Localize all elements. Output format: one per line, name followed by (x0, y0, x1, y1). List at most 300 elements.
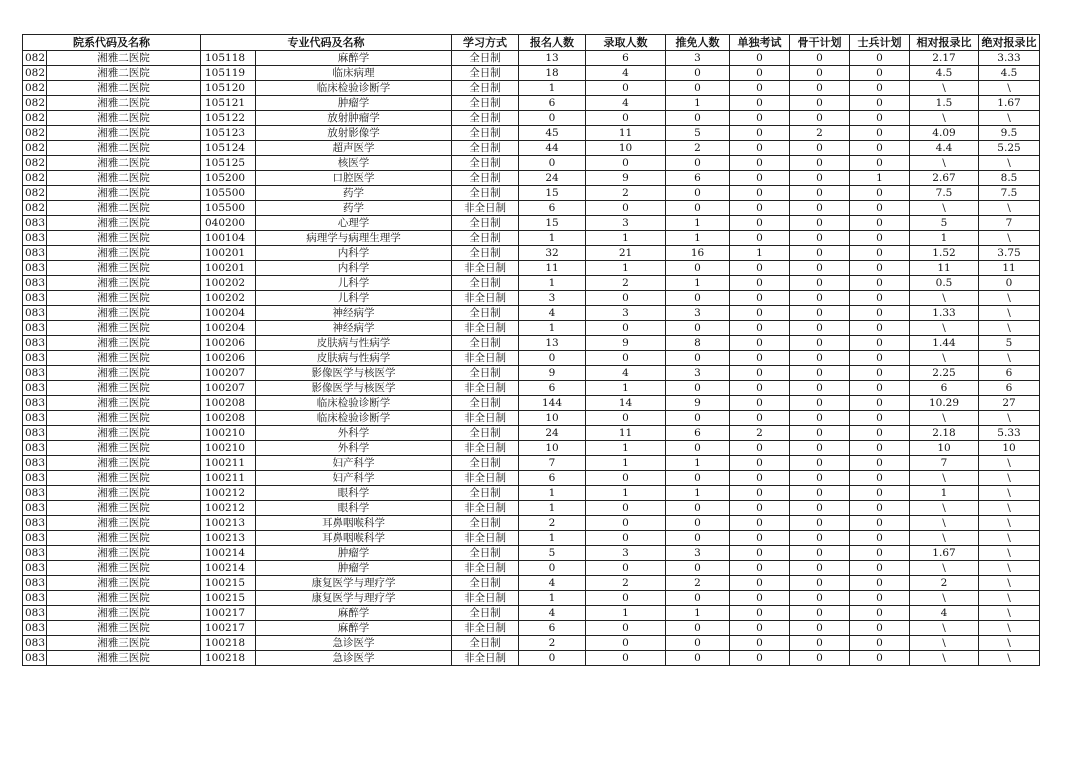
independent-exam-cell: 0 (730, 396, 790, 411)
absolute-ratio-cell: \ (979, 636, 1040, 651)
header-exempt: 推免人数 (666, 35, 730, 51)
dept-code-cell: 082 (23, 186, 47, 201)
exempt-cell: 1 (666, 276, 730, 291)
header-absolute-ratio: 绝对报录比 (979, 35, 1040, 51)
header-row (23, 35, 1040, 51)
applicants-cell: 15 (519, 216, 586, 231)
study-mode-cell: 全日制 (452, 96, 519, 111)
exempt-cell: 0 (666, 621, 730, 636)
dept-name-cell: 湘雅三医院 (47, 246, 201, 261)
major-name-cell: 临床病理 (256, 66, 452, 81)
exempt-cell: 0 (666, 321, 730, 336)
major-name-cell: 外科学 (256, 426, 452, 441)
major-code-cell: 105118 (201, 51, 256, 66)
applicants-cell: 1 (519, 501, 586, 516)
dept-code-cell: 083 (23, 261, 47, 276)
major-code-cell: 100218 (201, 636, 256, 651)
table-row (23, 426, 1040, 441)
applicants-cell: 6 (519, 621, 586, 636)
applicants-cell: 1 (519, 276, 586, 291)
relative-ratio-cell: \ (910, 516, 979, 531)
relative-ratio-cell: \ (910, 201, 979, 216)
study-mode-cell: 全日制 (452, 276, 519, 291)
relative-ratio-cell: \ (910, 501, 979, 516)
independent-exam-cell: 0 (730, 261, 790, 276)
dept-name-cell: 湘雅二医院 (47, 171, 201, 186)
independent-exam-cell: 0 (730, 531, 790, 546)
admitted-cell: 9 (586, 171, 666, 186)
table-row (23, 591, 1040, 606)
major-code-cell: 100208 (201, 396, 256, 411)
exempt-cell: 3 (666, 546, 730, 561)
soldier-plan-cell: 0 (850, 531, 910, 546)
admitted-cell: 2 (586, 276, 666, 291)
independent-exam-cell: 0 (730, 456, 790, 471)
admitted-cell: 0 (586, 501, 666, 516)
backbone-plan-cell: 0 (790, 411, 850, 426)
dept-name-cell: 湘雅三医院 (47, 426, 201, 441)
admitted-cell: 1 (586, 441, 666, 456)
soldier-plan-cell: 0 (850, 96, 910, 111)
independent-exam-cell: 0 (730, 201, 790, 216)
major-code-cell: 100218 (201, 651, 256, 666)
table-row (23, 381, 1040, 396)
major-code-cell: 100213 (201, 531, 256, 546)
table-row (23, 246, 1040, 261)
dept-code-cell: 082 (23, 51, 47, 66)
major-name-cell: 临床检验诊断学 (256, 396, 452, 411)
table-row (23, 336, 1040, 351)
backbone-plan-cell: 0 (790, 51, 850, 66)
study-mode-cell: 全日制 (452, 216, 519, 231)
admissions-table (22, 34, 1040, 666)
backbone-plan-cell: 0 (790, 306, 850, 321)
backbone-plan-cell: 0 (790, 636, 850, 651)
backbone-plan-cell: 0 (790, 471, 850, 486)
dept-code-cell: 083 (23, 591, 47, 606)
study-mode-cell: 全日制 (452, 156, 519, 171)
major-code-cell: 100206 (201, 351, 256, 366)
applicants-cell: 13 (519, 336, 586, 351)
major-name-cell: 皮肤病与性病学 (256, 336, 452, 351)
major-name-cell: 放射肿瘤学 (256, 111, 452, 126)
dept-code-cell: 083 (23, 231, 47, 246)
absolute-ratio-cell: 5.25 (979, 141, 1040, 156)
study-mode-cell: 非全日制 (452, 591, 519, 606)
independent-exam-cell: 0 (730, 171, 790, 186)
table-row (23, 96, 1040, 111)
major-code-cell: 100210 (201, 426, 256, 441)
absolute-ratio-cell: \ (979, 291, 1040, 306)
dept-name-cell: 湘雅三医院 (47, 456, 201, 471)
relative-ratio-cell: \ (910, 636, 979, 651)
dept-name-cell: 湘雅三医院 (47, 336, 201, 351)
backbone-plan-cell: 0 (790, 216, 850, 231)
major-code-cell: 100202 (201, 276, 256, 291)
major-name-cell: 临床检验诊断学 (256, 81, 452, 96)
major-name-cell: 影像医学与核医学 (256, 381, 452, 396)
independent-exam-cell: 2 (730, 426, 790, 441)
dept-name-cell: 湘雅二医院 (47, 111, 201, 126)
admitted-cell: 2 (586, 576, 666, 591)
soldier-plan-cell: 0 (850, 456, 910, 471)
backbone-plan-cell: 0 (790, 111, 850, 126)
applicants-cell: 5 (519, 546, 586, 561)
soldier-plan-cell: 0 (850, 156, 910, 171)
dept-name-cell: 湘雅三医院 (47, 486, 201, 501)
table-row (23, 51, 1040, 66)
backbone-plan-cell: 0 (790, 486, 850, 501)
backbone-plan-cell: 0 (790, 171, 850, 186)
study-mode-cell: 全日制 (452, 456, 519, 471)
major-code-cell: 100104 (201, 231, 256, 246)
major-name-cell: 妇产科学 (256, 456, 452, 471)
dept-code-cell: 082 (23, 141, 47, 156)
independent-exam-cell: 0 (730, 516, 790, 531)
table-row (23, 291, 1040, 306)
soldier-plan-cell: 0 (850, 186, 910, 201)
relative-ratio-cell: 1.67 (910, 546, 979, 561)
soldier-plan-cell: 0 (850, 471, 910, 486)
header-soldier: 士兵计划 (850, 35, 910, 51)
independent-exam-cell: 0 (730, 606, 790, 621)
absolute-ratio-cell: \ (979, 576, 1040, 591)
absolute-ratio-cell: \ (979, 501, 1040, 516)
major-name-cell: 放射影像学 (256, 126, 452, 141)
exempt-cell: 2 (666, 576, 730, 591)
exempt-cell: 1 (666, 216, 730, 231)
study-mode-cell: 全日制 (452, 141, 519, 156)
exempt-cell: 0 (666, 636, 730, 651)
admitted-cell: 3 (586, 546, 666, 561)
applicants-cell: 4 (519, 306, 586, 321)
major-code-cell: 105125 (201, 156, 256, 171)
admitted-cell: 0 (586, 621, 666, 636)
exempt-cell: 0 (666, 351, 730, 366)
backbone-plan-cell: 0 (790, 276, 850, 291)
table-row (23, 411, 1040, 426)
backbone-plan-cell: 0 (790, 561, 850, 576)
dept-code-cell: 082 (23, 81, 47, 96)
dept-name-cell: 湘雅三医院 (47, 561, 201, 576)
dept-code-cell: 083 (23, 516, 47, 531)
soldier-plan-cell: 0 (850, 516, 910, 531)
admitted-cell: 3 (586, 306, 666, 321)
absolute-ratio-cell: \ (979, 486, 1040, 501)
backbone-plan-cell: 0 (790, 336, 850, 351)
absolute-ratio-cell: \ (979, 516, 1040, 531)
admitted-cell: 0 (586, 411, 666, 426)
table-row (23, 321, 1040, 336)
dept-code-cell: 083 (23, 366, 47, 381)
study-mode-cell: 全日制 (452, 516, 519, 531)
major-name-cell: 内科学 (256, 246, 452, 261)
dept-name-cell: 湘雅三医院 (47, 366, 201, 381)
soldier-plan-cell: 0 (850, 621, 910, 636)
admitted-cell: 1 (586, 381, 666, 396)
major-code-cell: 100201 (201, 246, 256, 261)
soldier-plan-cell: 0 (850, 141, 910, 156)
major-name-cell: 神经病学 (256, 321, 452, 336)
header-independent: 单独考试 (730, 35, 790, 51)
admitted-cell: 0 (586, 81, 666, 96)
relative-ratio-cell: 2.18 (910, 426, 979, 441)
major-name-cell: 耳鼻咽喉科学 (256, 531, 452, 546)
table-row (23, 576, 1040, 591)
soldier-plan-cell: 0 (850, 336, 910, 351)
applicants-cell: 3 (519, 291, 586, 306)
admitted-cell: 4 (586, 366, 666, 381)
major-code-cell: 100204 (201, 306, 256, 321)
admitted-cell: 4 (586, 96, 666, 111)
backbone-plan-cell: 0 (790, 621, 850, 636)
dept-code-cell: 083 (23, 606, 47, 621)
major-name-cell: 眼科学 (256, 501, 452, 516)
backbone-plan-cell: 0 (790, 66, 850, 81)
soldier-plan-cell: 0 (850, 276, 910, 291)
table-row (23, 396, 1040, 411)
dept-code-cell: 082 (23, 111, 47, 126)
applicants-cell: 0 (519, 156, 586, 171)
soldier-plan-cell: 0 (850, 261, 910, 276)
major-name-cell: 康复医学与理疗学 (256, 591, 452, 606)
backbone-plan-cell: 2 (790, 126, 850, 141)
exempt-cell: 0 (666, 66, 730, 81)
absolute-ratio-cell: 7.5 (979, 186, 1040, 201)
applicants-cell: 32 (519, 246, 586, 261)
table-row (23, 186, 1040, 201)
major-name-cell: 药学 (256, 186, 452, 201)
exempt-cell: 1 (666, 456, 730, 471)
backbone-plan-cell: 0 (790, 366, 850, 381)
header-backbone: 骨干计划 (790, 35, 850, 51)
table-row (23, 81, 1040, 96)
table-row (23, 126, 1040, 141)
table-row (23, 531, 1040, 546)
applicants-cell: 2 (519, 516, 586, 531)
major-name-cell: 耳鼻咽喉科学 (256, 516, 452, 531)
relative-ratio-cell: 1.44 (910, 336, 979, 351)
independent-exam-cell: 0 (730, 486, 790, 501)
admitted-cell: 2 (586, 186, 666, 201)
major-name-cell: 眼科学 (256, 486, 452, 501)
soldier-plan-cell: 0 (850, 81, 910, 96)
header-dept: 院系代码及名称 (23, 35, 201, 51)
major-name-cell: 麻醉学 (256, 51, 452, 66)
absolute-ratio-cell: 6 (979, 381, 1040, 396)
admitted-cell: 1 (586, 261, 666, 276)
major-code-cell: 105123 (201, 126, 256, 141)
independent-exam-cell: 0 (730, 651, 790, 666)
absolute-ratio-cell: \ (979, 531, 1040, 546)
backbone-plan-cell: 0 (790, 96, 850, 111)
major-code-cell: 100204 (201, 321, 256, 336)
study-mode-cell: 非全日制 (452, 411, 519, 426)
dept-name-cell: 湘雅三医院 (47, 501, 201, 516)
admitted-cell: 0 (586, 471, 666, 486)
soldier-plan-cell: 0 (850, 426, 910, 441)
absolute-ratio-cell: 3.75 (979, 246, 1040, 261)
absolute-ratio-cell: \ (979, 621, 1040, 636)
study-mode-cell: 全日制 (452, 111, 519, 126)
absolute-ratio-cell: 7 (979, 216, 1040, 231)
relative-ratio-cell: 4.5 (910, 66, 979, 81)
applicants-cell: 9 (519, 366, 586, 381)
study-mode-cell: 全日制 (452, 546, 519, 561)
applicants-cell: 144 (519, 396, 586, 411)
major-name-cell: 肿瘤学 (256, 96, 452, 111)
relative-ratio-cell: 4.4 (910, 141, 979, 156)
admitted-cell: 0 (586, 321, 666, 336)
major-name-cell: 儿科学 (256, 276, 452, 291)
table-row (23, 216, 1040, 231)
table-header (23, 35, 1040, 51)
admitted-cell: 1 (586, 486, 666, 501)
absolute-ratio-cell: 6 (979, 366, 1040, 381)
backbone-plan-cell: 0 (790, 441, 850, 456)
soldier-plan-cell: 0 (850, 51, 910, 66)
major-code-cell: 100214 (201, 546, 256, 561)
absolute-ratio-cell: \ (979, 411, 1040, 426)
soldier-plan-cell: 0 (850, 441, 910, 456)
exempt-cell: 0 (666, 156, 730, 171)
major-code-cell: 100214 (201, 561, 256, 576)
major-code-cell: 100202 (201, 291, 256, 306)
major-code-cell: 105124 (201, 141, 256, 156)
absolute-ratio-cell: \ (979, 456, 1040, 471)
major-code-cell: 100212 (201, 486, 256, 501)
major-code-cell: 100213 (201, 516, 256, 531)
exempt-cell: 0 (666, 561, 730, 576)
relative-ratio-cell: 2.67 (910, 171, 979, 186)
absolute-ratio-cell: \ (979, 351, 1040, 366)
independent-exam-cell: 0 (730, 231, 790, 246)
admitted-cell: 0 (586, 291, 666, 306)
independent-exam-cell: 0 (730, 96, 790, 111)
soldier-plan-cell: 0 (850, 306, 910, 321)
table-row (23, 606, 1040, 621)
applicants-cell: 1 (519, 231, 586, 246)
major-name-cell: 外科学 (256, 441, 452, 456)
relative-ratio-cell: 6 (910, 381, 979, 396)
relative-ratio-cell: 4.09 (910, 126, 979, 141)
dept-name-cell: 湘雅二医院 (47, 51, 201, 66)
soldier-plan-cell: 0 (850, 231, 910, 246)
applicants-cell: 0 (519, 651, 586, 666)
dept-name-cell: 湘雅二医院 (47, 66, 201, 81)
exempt-cell: 0 (666, 201, 730, 216)
independent-exam-cell: 0 (730, 51, 790, 66)
absolute-ratio-cell: \ (979, 471, 1040, 486)
exempt-cell: 1 (666, 606, 730, 621)
major-code-cell: 100207 (201, 381, 256, 396)
major-name-cell: 肿瘤学 (256, 546, 452, 561)
backbone-plan-cell: 0 (790, 231, 850, 246)
relative-ratio-cell: 1 (910, 231, 979, 246)
table-row (23, 171, 1040, 186)
relative-ratio-cell: 2.25 (910, 366, 979, 381)
admitted-cell: 0 (586, 201, 666, 216)
dept-name-cell: 湘雅二医院 (47, 96, 201, 111)
dept-code-cell: 083 (23, 441, 47, 456)
study-mode-cell: 非全日制 (452, 531, 519, 546)
dept-code-cell: 083 (23, 561, 47, 576)
major-code-cell: 100211 (201, 471, 256, 486)
study-mode-cell: 非全日制 (452, 471, 519, 486)
dept-name-cell: 湘雅三医院 (47, 636, 201, 651)
independent-exam-cell: 0 (730, 111, 790, 126)
major-name-cell: 麻醉学 (256, 621, 452, 636)
independent-exam-cell: 0 (730, 216, 790, 231)
soldier-plan-cell: 0 (850, 366, 910, 381)
relative-ratio-cell: 7.5 (910, 186, 979, 201)
relative-ratio-cell: 5 (910, 216, 979, 231)
dept-code-cell: 083 (23, 531, 47, 546)
dept-name-cell: 湘雅三医院 (47, 651, 201, 666)
major-code-cell: 105500 (201, 201, 256, 216)
major-name-cell: 口腔医学 (256, 171, 452, 186)
applicants-cell: 1 (519, 321, 586, 336)
admitted-cell: 0 (586, 351, 666, 366)
relative-ratio-cell: 1.52 (910, 246, 979, 261)
soldier-plan-cell: 0 (850, 561, 910, 576)
absolute-ratio-cell: \ (979, 561, 1040, 576)
dept-name-cell: 湘雅三医院 (47, 381, 201, 396)
relative-ratio-cell: 1.5 (910, 96, 979, 111)
study-mode-cell: 全日制 (452, 636, 519, 651)
admitted-cell: 0 (586, 636, 666, 651)
independent-exam-cell: 0 (730, 561, 790, 576)
applicants-cell: 11 (519, 261, 586, 276)
study-mode-cell: 全日制 (452, 366, 519, 381)
major-code-cell: 105200 (201, 171, 256, 186)
applicants-cell: 44 (519, 141, 586, 156)
dept-code-cell: 083 (23, 486, 47, 501)
applicants-cell: 6 (519, 381, 586, 396)
exempt-cell: 1 (666, 96, 730, 111)
study-mode-cell: 全日制 (452, 486, 519, 501)
exempt-cell: 0 (666, 291, 730, 306)
absolute-ratio-cell: 10 (979, 441, 1040, 456)
soldier-plan-cell: 0 (850, 411, 910, 426)
soldier-plan-cell: 0 (850, 381, 910, 396)
dept-code-cell: 082 (23, 126, 47, 141)
study-mode-cell: 非全日制 (452, 381, 519, 396)
independent-exam-cell: 0 (730, 591, 790, 606)
independent-exam-cell: 0 (730, 336, 790, 351)
header-admitted: 录取人数 (586, 35, 666, 51)
applicants-cell: 2 (519, 636, 586, 651)
absolute-ratio-cell: \ (979, 201, 1040, 216)
independent-exam-cell: 0 (730, 501, 790, 516)
backbone-plan-cell: 0 (790, 156, 850, 171)
dept-code-cell: 083 (23, 546, 47, 561)
study-mode-cell: 非全日制 (452, 291, 519, 306)
independent-exam-cell: 0 (730, 321, 790, 336)
major-code-cell: 040200 (201, 216, 256, 231)
applicants-cell: 0 (519, 111, 586, 126)
absolute-ratio-cell: 0 (979, 276, 1040, 291)
dept-name-cell: 湘雅三医院 (47, 351, 201, 366)
admitted-cell: 1 (586, 606, 666, 621)
dept-name-cell: 湘雅二医院 (47, 81, 201, 96)
independent-exam-cell: 0 (730, 291, 790, 306)
soldier-plan-cell: 0 (850, 606, 910, 621)
absolute-ratio-cell: \ (979, 591, 1040, 606)
major-name-cell: 儿科学 (256, 291, 452, 306)
exempt-cell: 0 (666, 381, 730, 396)
dept-name-cell: 湘雅三医院 (47, 531, 201, 546)
